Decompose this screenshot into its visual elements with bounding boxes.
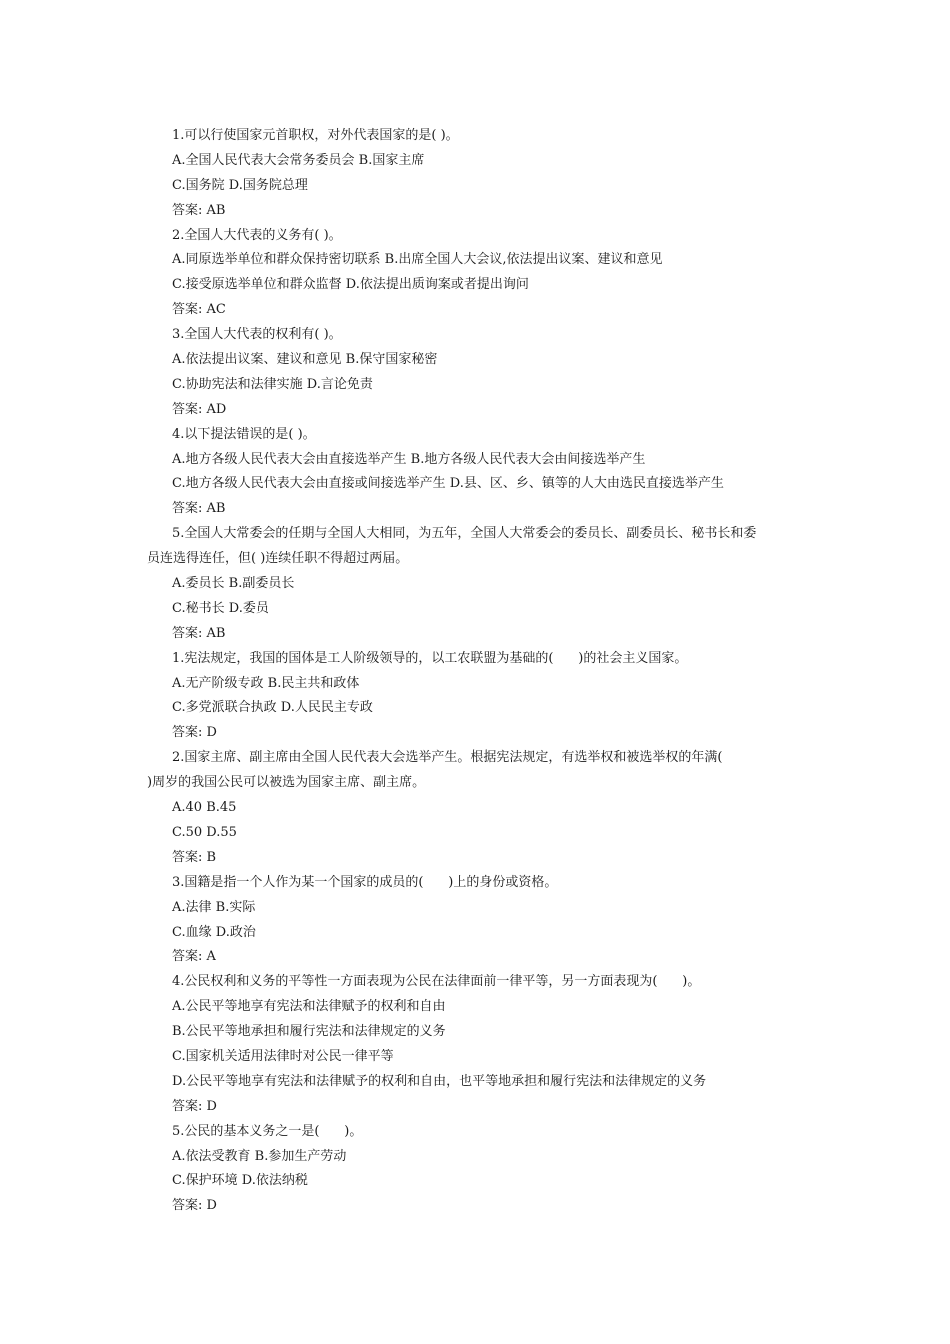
option-line: D.公民平等地享有宪法和法律赋予的权利和自由，也平等地承担和履行宪法和法律规定的义务 — [172, 1073, 707, 1089]
option-line: A.法律 B.实际 — [172, 899, 256, 915]
option-line: A.依法受教育 B.参加生产劳动 — [172, 1148, 347, 1164]
answer-line: 答案: B — [172, 849, 217, 865]
question-line: 4.公民权利和义务的平等性一方面表现为公民在法律面前一律平等，另一方面表现为( )。 — [172, 974, 701, 990]
answer-line: 答案: D — [172, 1098, 217, 1114]
question-line: 1.可以行使国家元首职权，对外代表国家的是( )。 — [172, 128, 459, 143]
question-line: 5.全国人大常委会的任期与全国人大相同，为五年，全国人大常委会的委员长、副委员长、秘书长和委 — [172, 526, 757, 542]
question-line: 4.以下提法错误的是( )。 — [172, 426, 316, 442]
option-line: C.50 D.55 — [172, 824, 237, 840]
question-line: 1.宪法规定，我国的国体是工人阶级领导的，以工农联盟为基础的( )的社会主义国家。 — [172, 650, 688, 666]
option-line: B.公民平等地承担和履行宪法和法律规定的义务 — [172, 1024, 446, 1040]
question-line: 3.全国人大代表的权利有( )。 — [172, 327, 342, 343]
option-line: A.同原选举单位和群众保持密切联系 B.出席全国人大会议,依法提出议案、建议和意见 — [172, 252, 663, 268]
answer-line: 答案: AB — [172, 501, 226, 517]
option-line: C.国家机关适用法律时对公民一律平等 — [172, 1048, 394, 1064]
document-body — [147, 124, 810, 1219]
option-line: A.40 B.45 — [172, 800, 237, 816]
option-line: A.依法提出议案、建议和意见 B.保守国家秘密 — [172, 352, 438, 368]
option-line: C.国务院 D.国务院总理 — [172, 177, 308, 193]
option-line: C.接受原选举单位和群众监督 D.依法提出质询案或者提出询问 — [172, 277, 529, 293]
answer-line: 答案: A — [172, 949, 216, 965]
option-line: C.血缘 D.政治 — [172, 924, 256, 940]
answer-line: 答案: AC — [172, 302, 226, 318]
option-line: A.地方各级人民代表大会由直接选举产生 B.地方各级人民代表大会由间接选举产生 — [172, 451, 646, 467]
answer-line: 答案: AB — [172, 625, 226, 641]
question-line: 5.公民的基本义务之一是( )。 — [172, 1123, 363, 1139]
option-line: A.无产阶级专政 B.民主共和政体 — [172, 675, 360, 691]
question-continuation-line: 员连选得连任，但( )连续任职不得超过两届。 — [147, 551, 409, 567]
answer-line: 答案: AD — [172, 401, 227, 417]
option-line: C.保护环境 D.依法纳税 — [172, 1173, 308, 1189]
question-line: 2.国家主席、副主席由全国人民代表大会选举产生。根据宪法规定，有选举权和被选举权的年满( — [172, 750, 723, 766]
option-line: C.地方各级人民代表大会由直接或间接选举产生 D.县、区、乡、镇等的人大由选民直接选举产生 — [172, 476, 724, 492]
question-continuation-line: )周岁的我国公民可以被选为国家主席、副主席。 — [147, 775, 426, 791]
option-line: C.多党派联合执政 D.人民民主专政 — [172, 700, 373, 716]
answer-line: 答案: D — [172, 1198, 217, 1214]
option-line: A.全国人民代表大会常务委员会 B.国家主席 — [172, 152, 425, 168]
option-line: C.协助宪法和法律实施 D.言论免责 — [172, 376, 373, 392]
question-line: 3.国籍是指一个人作为某一个国家的成员的( )上的身份或资格。 — [172, 874, 558, 890]
option-line: C.秘书长 D.委员 — [172, 600, 269, 616]
option-line: A.委员长 B.副委员长 — [172, 576, 295, 592]
answer-line: 答案: D — [172, 725, 217, 741]
answer-line: 答案: AB — [172, 202, 226, 218]
question-line: 2.全国人大代表的义务有( )。 — [172, 227, 342, 243]
option-line: A.公民平等地享有宪法和法律赋予的权利和自由 — [172, 999, 446, 1015]
